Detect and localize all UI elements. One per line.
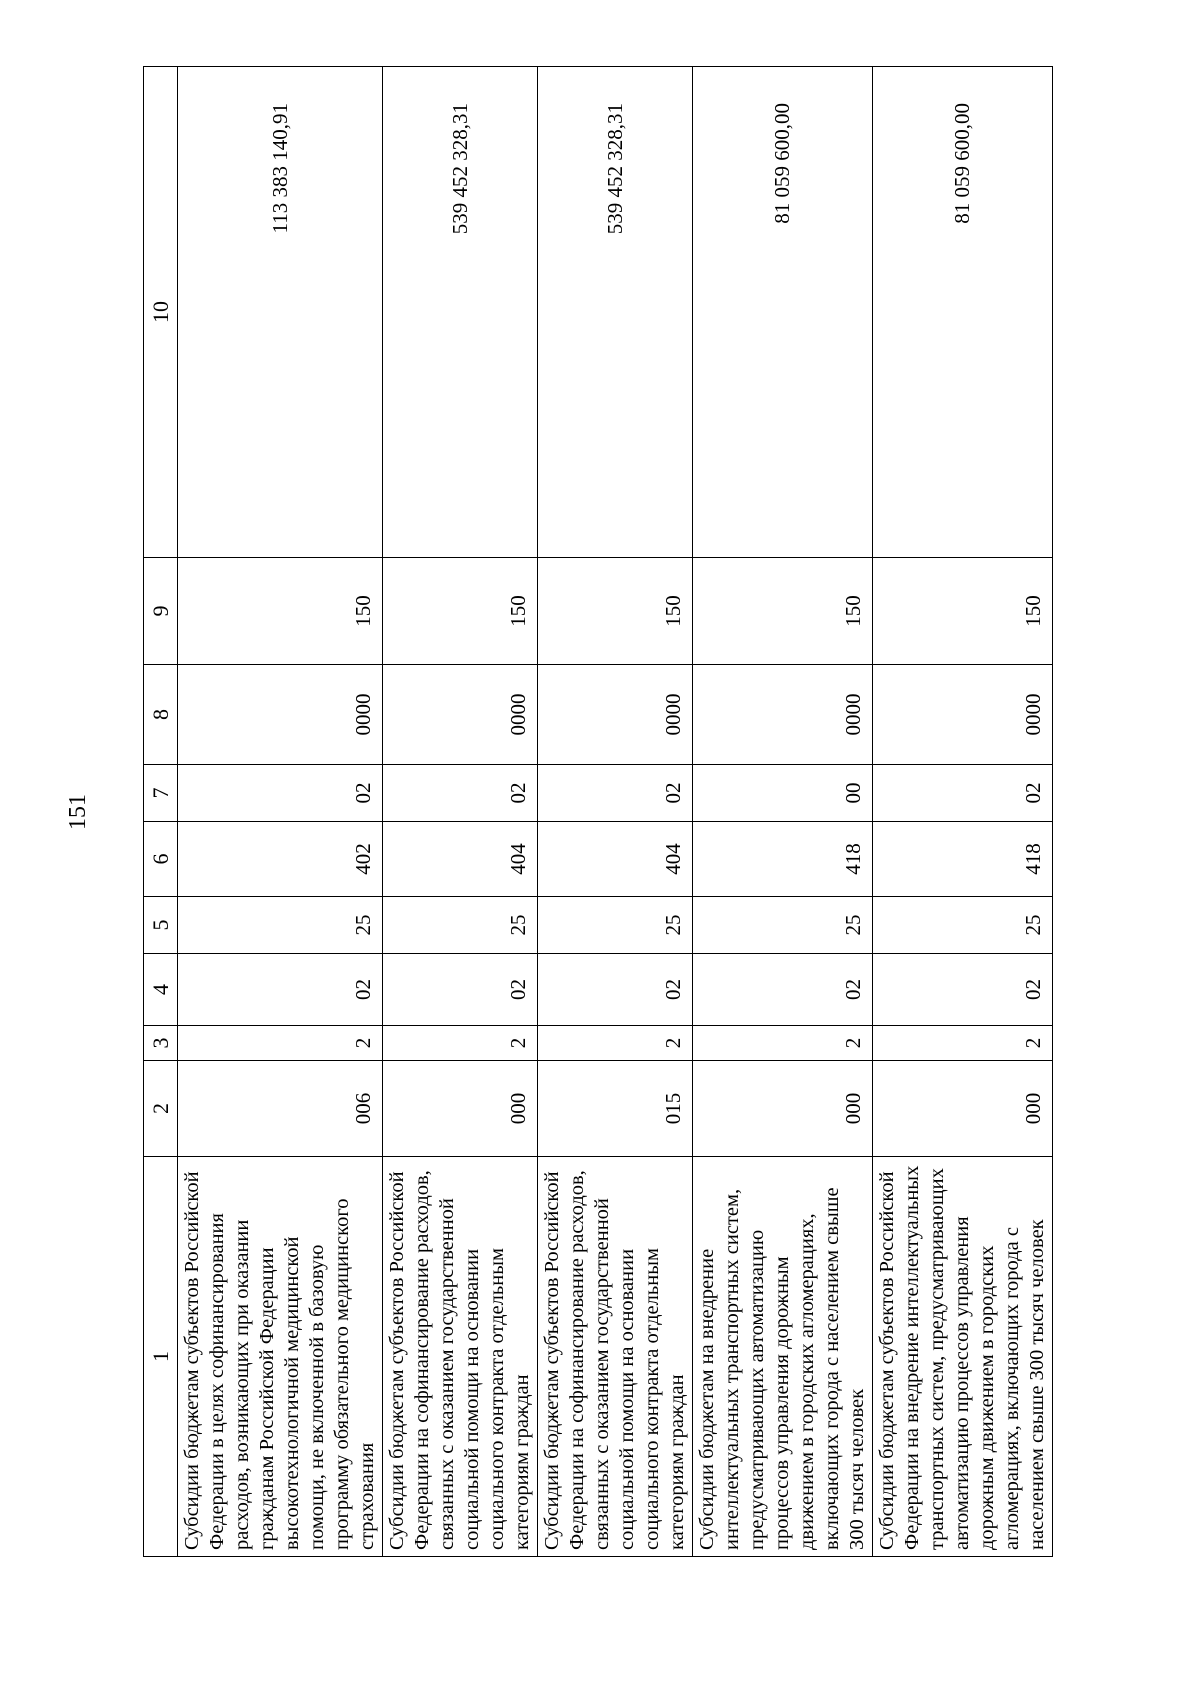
cell-group: 2 <box>693 1026 873 1061</box>
cell-classification: 150 <box>383 558 538 665</box>
cell-amount: 113 383 140,91 <box>178 67 383 558</box>
cell-classification: 150 <box>693 558 873 665</box>
header-cell-3: 3 <box>144 1026 178 1061</box>
header-row <box>144 67 178 1557</box>
cell-subgroup: 02 <box>538 954 693 1026</box>
cell-article: 25 <box>383 897 538 954</box>
cell-code: 000 <box>693 1061 873 1157</box>
header-cell-9: 9 <box>144 558 178 665</box>
row-description: Субсидии бюджетам субъектов Российской Федерации в целях софинансирования расходов, возникающих при оказании гражданам Российской Федерации высокотехнологичной медицинской помощи, не включенной в базовую программу обязательного медицинского страхования <box>178 1157 383 1557</box>
cell-code: 015 <box>538 1061 693 1157</box>
table-row <box>693 67 873 1557</box>
cell-element: 02 <box>383 765 538 822</box>
rotated-page <box>65 67 1093 1557</box>
cell-article: 25 <box>873 897 1053 954</box>
table-row <box>538 67 693 1557</box>
row-description: Субсидии бюджетам на внедрение интеллектуальных транспортных систем, предусматривающих автоматизацию процессов управления дорожным движением в городских агломерациях, включающих города с населением свыше 300 тысяч человек <box>693 1157 873 1557</box>
cell-amount: 81 059 600,00 <box>873 67 1053 558</box>
cell-amount: 81 059 600,00 <box>693 67 873 558</box>
table-row <box>383 67 538 1557</box>
header-cell-1: 1 <box>144 1157 178 1557</box>
cell-subarticle: 418 <box>693 822 873 897</box>
cell-code: 000 <box>383 1061 538 1157</box>
cell-article: 25 <box>538 897 693 954</box>
cell-subarticle: 404 <box>538 822 693 897</box>
cell-amount: 539 452 328,31 <box>383 67 538 558</box>
cell-group: 2 <box>873 1026 1053 1061</box>
cell-element: 02 <box>178 765 383 822</box>
cell-article: 25 <box>693 897 873 954</box>
cell-code: 000 <box>873 1061 1053 1157</box>
cell-group: 2 <box>383 1026 538 1061</box>
header-cell-10: 10 <box>144 67 178 558</box>
cell-subgroup: 02 <box>873 954 1053 1026</box>
row-description: Субсидии бюджетам субъектов Российской Федерации на софинансирование расходов, связанных с оказанием государственной социальной помощи на основании социального контракта отдельным категориям граждан <box>383 1157 538 1557</box>
cell-program: 0000 <box>873 665 1053 765</box>
table-row <box>178 67 383 1557</box>
cell-classification: 150 <box>538 558 693 665</box>
cell-article: 25 <box>178 897 383 954</box>
cell-classification: 150 <box>873 558 1053 665</box>
table-row <box>873 67 1053 1557</box>
header-cell-6: 6 <box>144 822 178 897</box>
cell-element: 02 <box>538 765 693 822</box>
page-number: 151 <box>65 794 91 830</box>
cell-subarticle: 404 <box>383 822 538 897</box>
budget-table <box>143 66 1053 1557</box>
cell-program: 0000 <box>383 665 538 765</box>
header-cell-7: 7 <box>144 765 178 822</box>
header-cell-5: 5 <box>144 897 178 954</box>
cell-program: 0000 <box>178 665 383 765</box>
cell-group: 2 <box>178 1026 383 1061</box>
cell-classification: 150 <box>178 558 383 665</box>
cell-subgroup: 02 <box>383 954 538 1026</box>
cell-subgroup: 02 <box>693 954 873 1026</box>
row-description: Субсидии бюджетам субъектов Российской Федерации на внедрение интеллектуальных транспортных систем, предусматривающих автоматизацию процессов управления дорожным движением в городских агломерациях, включающих города с населением свыше 300 тысяч человек <box>873 1157 1053 1557</box>
cell-code: 006 <box>178 1061 383 1157</box>
cell-subgroup: 02 <box>178 954 383 1026</box>
row-description: Субсидии бюджетам субъектов Российской Федерации на софинансирование расходов, связанных с оказанием государственной социальной помощи на основании социального контракта отдельным категориям граждан <box>538 1157 693 1557</box>
cell-element: 02 <box>873 765 1053 822</box>
cell-element: 00 <box>693 765 873 822</box>
cell-amount: 539 452 328,31 <box>538 67 693 558</box>
cell-subarticle: 418 <box>873 822 1053 897</box>
cell-subarticle: 402 <box>178 822 383 897</box>
cell-group: 2 <box>538 1026 693 1061</box>
header-cell-4: 4 <box>144 954 178 1026</box>
cell-program: 0000 <box>538 665 693 765</box>
header-cell-8: 8 <box>144 665 178 765</box>
cell-program: 0000 <box>693 665 873 765</box>
header-cell-2: 2 <box>144 1061 178 1157</box>
